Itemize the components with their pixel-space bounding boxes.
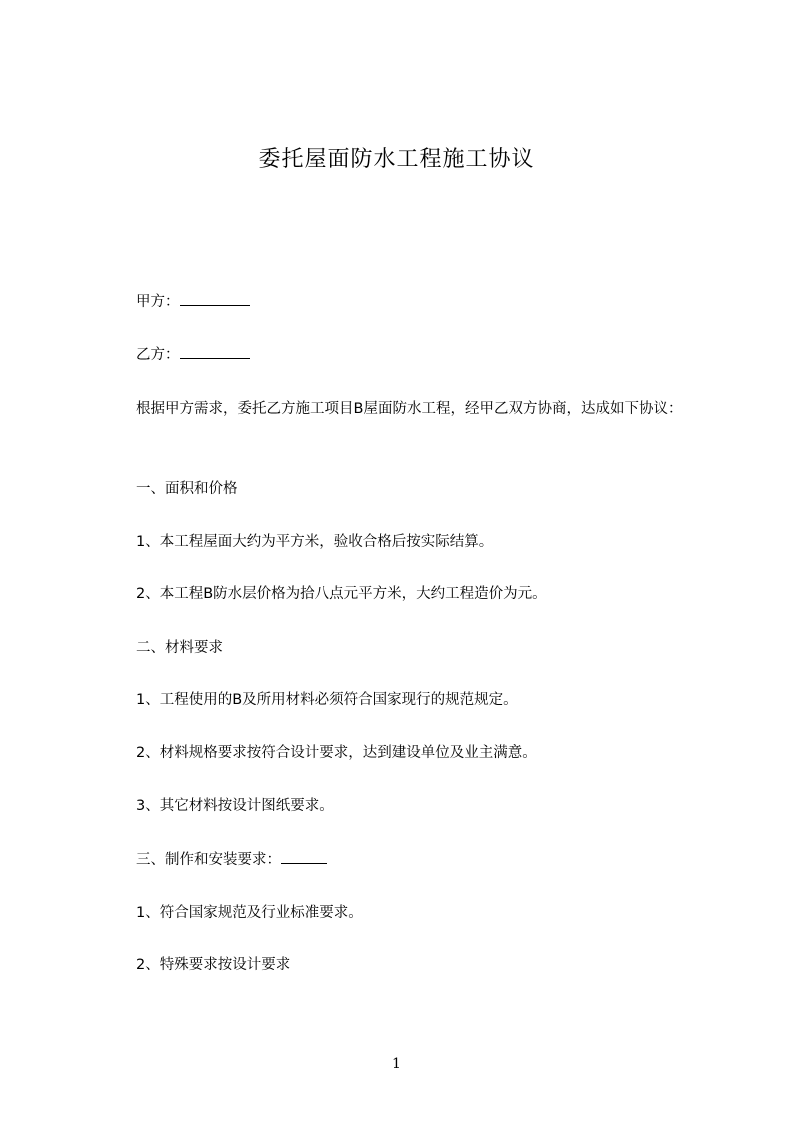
document-title: 委托屋面防水工程施工协议 (258, 147, 535, 172)
section-heading: 三、制作和安装要求： (136, 852, 281, 868)
page-number: 1 (392, 1056, 401, 1072)
party-a-blank (180, 291, 250, 306)
section-heading: 二、材料要求 (136, 640, 223, 656)
intro-paragraph: 根据甲方需求，委托乙方施工项目B屋面防水工程，经甲乙双方协商，达成如下协议： (136, 401, 683, 417)
party-b-line (136, 344, 250, 365)
list-item: 1、符合国家规范及行业标准要求。 (136, 905, 363, 921)
list-item: 1、本工程屋面大约为平方米，验收合格后按实际结算。 (136, 534, 494, 550)
section-heading: 一、面积和价格 (136, 481, 238, 497)
list-item: 2、本工程B防水层价格为拾八点元平方米，大约工程造价为元。 (136, 586, 547, 602)
party-b-label: 乙方： (136, 347, 180, 363)
list-item: 3、其它材料按设计图纸要求。 (136, 798, 334, 814)
list-item: 2、材料规格要求按符合设计要求，达到建设单位及业主满意。 (136, 745, 537, 761)
list-item: 1、工程使用的B及所用材料必须符合国家现行的规范规定。 (136, 692, 518, 708)
party-a-label: 甲方： (136, 294, 180, 310)
party-a-line (136, 291, 250, 312)
section-heading-line (136, 849, 327, 870)
list-item: 2、特殊要求按设计要求 (136, 957, 291, 973)
section-heading-blank (281, 849, 327, 864)
party-b-blank (180, 344, 250, 359)
